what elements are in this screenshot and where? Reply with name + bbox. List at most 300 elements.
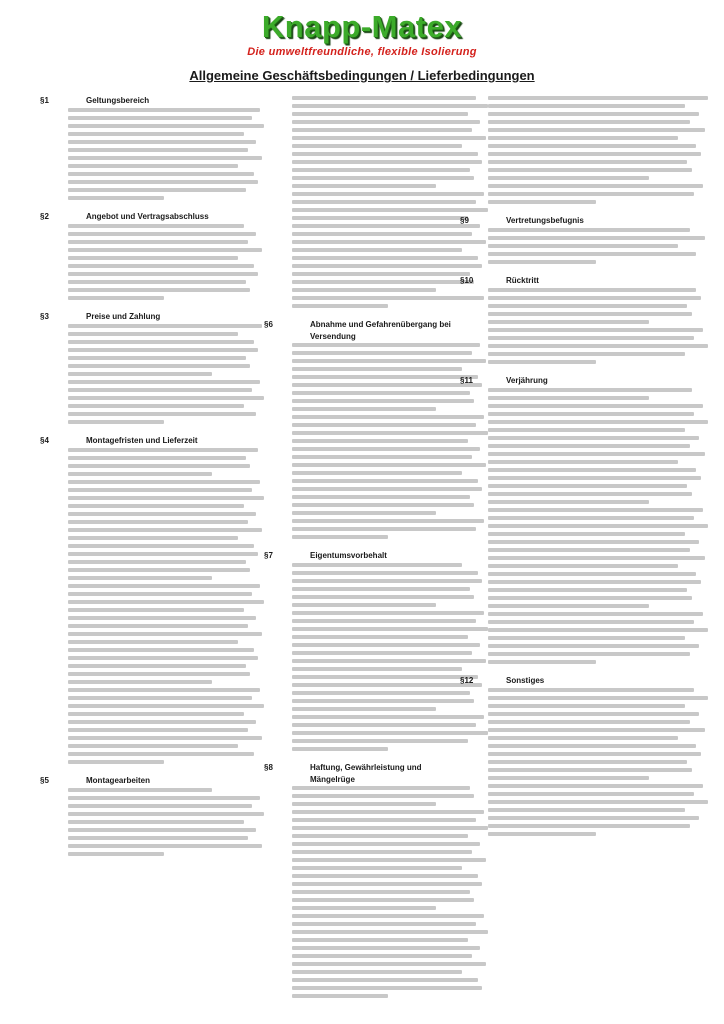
section-number: §9	[460, 216, 469, 225]
text-line-placeholder	[292, 890, 470, 894]
text-line-placeholder	[292, 651, 472, 655]
text-line-placeholder	[488, 548, 690, 552]
text-line-placeholder	[68, 672, 250, 676]
text-line-placeholder	[68, 124, 264, 128]
text-line-placeholder	[292, 407, 436, 411]
text-line-placeholder	[488, 312, 692, 316]
text-line-placeholder	[68, 280, 246, 284]
text-line-placeholder	[292, 699, 474, 703]
text-line-placeholder	[68, 180, 258, 184]
section	[460, 376, 684, 664]
text-line-placeholder	[292, 527, 476, 531]
text-line-placeholder	[292, 595, 474, 599]
text-line-placeholder	[488, 336, 694, 340]
text-line-placeholder	[488, 744, 696, 748]
text-line-placeholder	[292, 343, 480, 347]
text-line-placeholder	[488, 352, 685, 356]
text-line-placeholder	[292, 136, 486, 140]
text-line-placeholder	[488, 800, 708, 804]
text-line-placeholder	[488, 524, 708, 528]
text-line-placeholder	[488, 388, 692, 392]
text-line-placeholder	[68, 704, 264, 708]
text-line-placeholder	[68, 332, 238, 336]
text-line-placeholder	[488, 176, 649, 180]
section	[40, 212, 240, 300]
text-line-placeholder	[292, 216, 468, 220]
text-line-placeholder	[68, 696, 252, 700]
text-line-placeholder	[292, 256, 478, 260]
section	[460, 216, 684, 264]
text-line-placeholder	[292, 511, 436, 515]
text-line-placeholder	[488, 688, 694, 692]
text-line-placeholder	[68, 116, 252, 120]
text-line-placeholder	[292, 391, 470, 395]
section-title: Montagefristen und Lieferzeit	[86, 436, 198, 445]
text-line-placeholder	[292, 842, 480, 846]
text-line-placeholder	[68, 736, 262, 740]
text-line-placeholder	[68, 448, 258, 452]
section-heading	[40, 776, 240, 788]
text-line-placeholder	[68, 584, 260, 588]
text-line-placeholder	[292, 818, 476, 822]
text-line-placeholder	[292, 168, 470, 172]
text-line-placeholder	[488, 444, 690, 448]
text-line-placeholder	[488, 636, 685, 640]
text-line-placeholder	[68, 568, 250, 572]
section-number: §5	[40, 776, 49, 785]
text-line-placeholder	[68, 340, 254, 344]
section-number: §3	[40, 312, 49, 321]
text-line-placeholder	[488, 596, 692, 600]
text-line-placeholder	[292, 224, 480, 228]
text-line-placeholder	[68, 512, 256, 516]
text-line-placeholder	[292, 304, 388, 308]
text-line-placeholder	[292, 359, 486, 363]
text-line-placeholder	[68, 156, 262, 160]
text-line-placeholder	[292, 659, 486, 663]
section-heading	[40, 96, 240, 108]
section-heading	[264, 320, 464, 332]
text-line-placeholder	[488, 200, 596, 204]
text-line-placeholder	[292, 200, 476, 204]
text-line-placeholder	[292, 439, 468, 443]
text-line-placeholder	[488, 660, 596, 664]
text-line-placeholder	[292, 826, 488, 830]
text-line-placeholder	[488, 824, 690, 828]
section	[40, 776, 240, 856]
text-line-placeholder	[292, 431, 488, 435]
text-line-placeholder	[68, 420, 164, 424]
text-line-placeholder	[292, 962, 486, 966]
text-line-placeholder	[488, 776, 649, 780]
text-line-placeholder	[292, 463, 486, 467]
text-line-placeholder	[68, 720, 256, 724]
text-line-placeholder	[292, 834, 468, 838]
section	[40, 96, 240, 200]
text-line-placeholder	[292, 415, 484, 419]
text-line-placeholder	[292, 675, 478, 679]
section	[264, 763, 464, 998]
text-line-placeholder	[488, 252, 696, 256]
text-line-placeholder	[292, 954, 472, 958]
text-line-placeholder	[68, 324, 262, 328]
text-line-placeholder	[292, 571, 478, 575]
text-line-placeholder	[68, 656, 258, 660]
text-line-placeholder	[488, 344, 708, 348]
text-line-placeholder	[488, 476, 701, 480]
text-line-placeholder	[488, 420, 708, 424]
text-line-placeholder	[488, 244, 678, 248]
text-line-placeholder	[292, 986, 482, 990]
text-line-placeholder	[68, 828, 256, 832]
section-subtitle: Versendung	[310, 332, 356, 341]
text-line-placeholder	[488, 168, 692, 172]
text-line-placeholder	[488, 752, 701, 756]
text-line-placeholder	[292, 858, 486, 862]
text-line-placeholder	[68, 632, 262, 636]
text-line-placeholder	[68, 680, 212, 684]
text-line-placeholder	[488, 572, 696, 576]
text-line-placeholder	[292, 487, 482, 491]
text-line-placeholder	[68, 552, 258, 556]
text-line-placeholder	[292, 375, 478, 379]
document-title: Allgemeine Geschäftsbedingungen / Lieferbedingungen	[189, 68, 535, 83]
text-line-placeholder	[292, 184, 436, 188]
text-line-placeholder	[292, 423, 476, 427]
text-line-placeholder	[292, 635, 468, 639]
text-line-placeholder	[292, 399, 474, 403]
text-line-placeholder	[68, 760, 164, 764]
section-title: Montagearbeiten	[86, 776, 151, 785]
text-line-placeholder	[292, 874, 478, 878]
text-line-placeholder	[68, 608, 244, 612]
text-line-placeholder	[292, 503, 474, 507]
text-line-placeholder	[488, 832, 596, 836]
text-line-placeholder	[68, 264, 254, 268]
text-line-placeholder	[68, 372, 212, 376]
text-line-placeholder	[292, 691, 470, 695]
section-heading	[40, 436, 240, 448]
text-line-placeholder	[68, 380, 260, 384]
text-line-placeholder	[488, 468, 696, 472]
text-line-placeholder	[292, 667, 462, 671]
text-line-placeholder	[292, 232, 472, 236]
text-line-placeholder	[68, 464, 250, 468]
text-line-placeholder	[292, 367, 462, 371]
text-line-placeholder	[68, 388, 252, 392]
section	[264, 96, 464, 308]
text-line-placeholder	[68, 140, 256, 144]
text-line-placeholder	[292, 296, 484, 300]
text-line-placeholder	[292, 383, 482, 387]
text-line-placeholder	[488, 712, 699, 716]
text-line-placeholder	[68, 472, 212, 476]
text-line-placeholder	[488, 192, 694, 196]
text-line-placeholder	[292, 683, 482, 687]
text-line-placeholder	[68, 852, 164, 856]
text-line-placeholder	[292, 104, 488, 108]
text-line-placeholder	[292, 579, 482, 583]
text-line-placeholder	[68, 820, 244, 824]
text-line-placeholder	[488, 760, 687, 764]
text-line-placeholder	[488, 604, 649, 608]
text-line-placeholder	[68, 188, 246, 192]
section-number: §2	[40, 212, 49, 221]
section-title: Vertretungsbefugnis	[506, 216, 584, 225]
text-line-placeholder	[488, 404, 703, 408]
text-line-placeholder	[68, 648, 254, 652]
section	[460, 276, 684, 364]
text-line-placeholder	[488, 104, 685, 108]
text-line-placeholder	[488, 516, 694, 520]
text-line-placeholder	[488, 628, 708, 632]
text-line-placeholder	[68, 592, 252, 596]
text-line-placeholder	[488, 816, 699, 820]
text-line-placeholder	[68, 640, 238, 644]
section-heading	[460, 376, 684, 388]
company-slogan: Die umweltfreundliche, flexible Isolierung	[247, 46, 477, 58]
text-line-placeholder	[68, 744, 238, 748]
section-title: Eigentumsvorbehalt	[310, 551, 387, 560]
text-line-placeholder	[488, 704, 685, 708]
text-line-placeholder	[292, 264, 482, 268]
text-line-placeholder	[292, 994, 388, 998]
section-heading	[460, 676, 684, 688]
text-line-placeholder	[488, 144, 696, 148]
section-number: §1	[40, 96, 49, 105]
text-line-placeholder	[488, 500, 649, 504]
text-line-placeholder	[488, 328, 703, 332]
section-number: §11	[460, 376, 473, 385]
text-line-placeholder	[488, 696, 708, 700]
text-line-placeholder	[292, 930, 488, 934]
text-line-placeholder	[292, 208, 488, 212]
text-line-placeholder	[68, 728, 248, 732]
text-line-placeholder	[68, 256, 238, 260]
text-line-placeholder	[488, 588, 687, 592]
section	[460, 676, 684, 836]
section-heading	[264, 551, 464, 563]
section-title: Angebot und Vertragsabschluss	[86, 212, 209, 221]
text-line-placeholder	[292, 970, 462, 974]
text-line-placeholder	[68, 560, 246, 564]
text-line-placeholder	[68, 108, 260, 112]
text-line-placeholder	[292, 112, 468, 116]
text-line-placeholder	[68, 132, 244, 136]
section-subtitle: Mängelrüge	[310, 775, 355, 784]
text-line-placeholder	[68, 788, 212, 792]
text-line-placeholder	[68, 836, 248, 840]
text-line-placeholder	[292, 479, 478, 483]
text-line-placeholder	[292, 240, 486, 244]
text-line-placeholder	[292, 351, 472, 355]
section	[40, 436, 240, 764]
text-line-placeholder	[488, 612, 703, 616]
text-line-placeholder	[68, 240, 248, 244]
section	[264, 320, 464, 539]
text-line-placeholder	[68, 664, 246, 668]
text-line-placeholder	[488, 768, 692, 772]
text-line-placeholder	[292, 938, 468, 942]
text-line-placeholder	[68, 712, 244, 716]
text-line-placeholder	[488, 136, 678, 140]
text-line-placeholder	[488, 160, 687, 164]
text-line-placeholder	[488, 580, 701, 584]
text-line-placeholder	[292, 128, 472, 132]
text-line-placeholder	[488, 460, 678, 464]
text-line-placeholder	[292, 176, 474, 180]
text-line-placeholder	[292, 563, 462, 567]
text-line-placeholder	[292, 747, 388, 751]
text-line-placeholder	[68, 520, 248, 524]
text-line-placeholder	[292, 627, 488, 631]
text-line-placeholder	[292, 603, 436, 607]
text-line-placeholder	[488, 564, 678, 568]
text-line-placeholder	[292, 643, 480, 647]
text-line-placeholder	[488, 484, 687, 488]
text-line-placeholder	[488, 644, 699, 648]
text-line-placeholder	[68, 348, 258, 352]
text-line-placeholder	[292, 611, 484, 615]
text-line-placeholder	[292, 866, 462, 870]
text-line-placeholder	[488, 260, 596, 264]
text-line-placeholder	[292, 192, 484, 196]
section-number: §6	[264, 320, 273, 329]
text-column-2	[264, 96, 464, 1010]
text-line-placeholder	[488, 320, 649, 324]
section-title: Sonstiges	[506, 676, 545, 685]
text-line-placeholder	[488, 492, 692, 496]
text-line-placeholder	[488, 728, 705, 732]
text-line-placeholder	[292, 922, 476, 926]
text-line-placeholder	[68, 404, 244, 408]
section-number: §7	[264, 551, 273, 560]
text-line-placeholder	[68, 544, 254, 548]
text-line-placeholder	[292, 946, 480, 950]
section-heading	[40, 212, 240, 224]
text-line-placeholder	[488, 720, 690, 724]
text-line-placeholder	[488, 540, 699, 544]
text-line-placeholder	[68, 496, 264, 500]
text-line-placeholder	[68, 224, 244, 228]
text-line-placeholder	[68, 488, 252, 492]
text-line-placeholder	[68, 356, 246, 360]
text-line-placeholder	[68, 272, 258, 276]
section-title: Haftung, Gewährleistung und	[310, 763, 422, 772]
section-number: §8	[264, 763, 273, 772]
section-heading	[264, 763, 464, 775]
text-line-placeholder	[68, 504, 244, 508]
text-line-placeholder	[488, 428, 685, 432]
text-line-placeholder	[292, 707, 436, 711]
text-line-placeholder	[68, 576, 212, 580]
text-line-placeholder	[68, 148, 248, 152]
text-line-placeholder	[68, 296, 164, 300]
text-line-placeholder	[292, 802, 436, 806]
text-line-placeholder	[488, 96, 708, 100]
text-line-placeholder	[292, 535, 388, 539]
text-line-placeholder	[292, 898, 474, 902]
text-line-placeholder	[292, 248, 462, 252]
section-number: §10	[460, 276, 474, 285]
letterhead	[0, 10, 724, 58]
text-line-placeholder	[68, 528, 262, 532]
text-line-placeholder	[292, 288, 436, 292]
text-line-placeholder	[292, 96, 476, 100]
text-line-placeholder	[68, 624, 248, 628]
text-column-3	[460, 96, 684, 848]
text-line-placeholder	[488, 532, 685, 536]
text-line-placeholder	[68, 172, 254, 176]
section-title: Rücktritt	[506, 276, 539, 285]
text-line-placeholder	[292, 882, 482, 886]
text-line-placeholder	[488, 304, 687, 308]
text-line-placeholder	[292, 619, 476, 623]
section	[264, 551, 464, 751]
text-line-placeholder	[488, 412, 694, 416]
text-line-placeholder	[292, 914, 484, 918]
text-line-placeholder	[292, 906, 436, 910]
section-title: Preise und Zahlung	[86, 312, 161, 321]
text-line-placeholder	[292, 810, 484, 814]
text-line-placeholder	[292, 587, 470, 591]
text-line-placeholder	[68, 804, 252, 808]
section-title: Verjährung	[506, 376, 548, 385]
text-line-placeholder	[292, 723, 476, 727]
text-line-placeholder	[488, 396, 649, 400]
text-line-placeholder	[292, 280, 474, 284]
text-line-placeholder	[292, 739, 468, 743]
text-line-placeholder	[292, 144, 462, 148]
text-line-placeholder	[292, 978, 478, 982]
text-line-placeholder	[292, 850, 472, 854]
text-line-placeholder	[488, 112, 699, 116]
text-line-placeholder	[292, 519, 484, 523]
text-line-placeholder	[68, 616, 256, 620]
text-line-placeholder	[488, 808, 685, 812]
text-line-placeholder	[68, 600, 264, 604]
text-line-placeholder	[68, 364, 250, 368]
text-line-placeholder	[488, 556, 705, 560]
text-line-placeholder	[292, 272, 470, 276]
text-line-placeholder	[292, 786, 470, 790]
section-title: Abnahme und Gefahrenübergang bei	[310, 320, 451, 329]
text-line-placeholder	[68, 456, 246, 460]
text-line-placeholder	[292, 794, 474, 798]
section-heading	[460, 276, 684, 288]
text-line-placeholder	[68, 688, 260, 692]
text-line-placeholder	[68, 752, 254, 756]
section-number: §12	[460, 676, 474, 685]
text-line-placeholder	[292, 120, 480, 124]
section	[460, 96, 684, 204]
text-line-placeholder	[488, 736, 678, 740]
text-line-placeholder	[68, 248, 262, 252]
text-line-placeholder	[488, 508, 703, 512]
text-line-placeholder	[488, 792, 694, 796]
company-logo: Knapp-Matex	[261, 9, 463, 44]
text-line-placeholder	[292, 447, 480, 451]
section-heading	[460, 216, 684, 228]
section-heading	[40, 312, 240, 324]
text-line-placeholder	[68, 536, 238, 540]
text-line-placeholder	[292, 471, 462, 475]
text-line-placeholder	[488, 120, 690, 124]
text-line-placeholder	[488, 236, 705, 240]
text-line-placeholder	[68, 164, 238, 168]
text-line-placeholder	[488, 296, 701, 300]
text-line-placeholder	[68, 480, 260, 484]
